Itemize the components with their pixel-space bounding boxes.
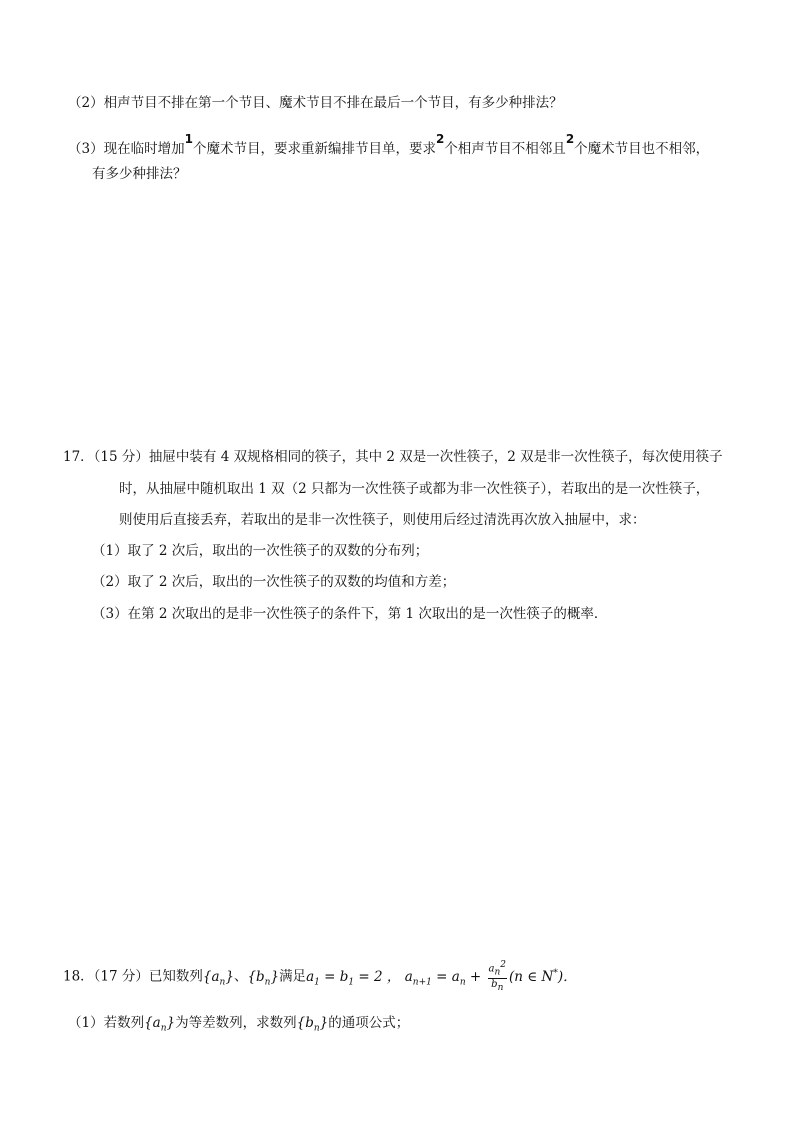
q16-part3-text-a: （3）现在临时增加 [68, 141, 185, 157]
q18-seq-a: $\{a_n\}$ [202, 968, 234, 988]
q18-fraction: $\frac{a_n^2}{b_n}$ [488, 960, 507, 994]
q17-part3: （3）在第 2 次取出的是非一次性筷子的条件下，第 1 次取出的是一次性筷子的概率． [92, 606, 608, 622]
q18-cond: 满足 [279, 968, 307, 985]
q18-sep: 、 [233, 968, 248, 985]
q18-initial-condition: $a_1 = b_1 = 2$ ， [306, 968, 401, 988]
q18-part1-seq-b: $\{b_n\}$ [296, 1015, 329, 1034]
q16-part3-num1: 1 [184, 132, 193, 146]
q16-part3-text-d: 个魔术节目也不相邻， [574, 141, 710, 157]
q16-part3-num2: 2 [435, 132, 445, 146]
q17-part2: （2）取了 2 次后，取出的一次性筷子的双数的均值和方差； [92, 574, 456, 590]
q16-part3-text-c: 个相声节目不相邻且 [444, 141, 566, 157]
q18-part1-seq-a: $\{a_n\}$ [144, 1015, 176, 1034]
q17-stem-line3: 则使用后直接丢弃，若取出的是非一次性筷子，则使用后经过清洗再次放入抽屉中，求： [119, 512, 646, 528]
q16-part2: （2）相声节目不排在第一个节目、魔术节目不排在最后一个节目，有多少种排法？ [68, 95, 563, 111]
q16-part3-line2: 有多少种排法？ [92, 166, 187, 182]
q16-part3-num3: 2 [565, 132, 575, 146]
q17-stem-line2: 时，从抽屉中随机取出 1 双（2 只都为一次性筷子或都为非一次性筷子），若取出的是一次性筷子， [119, 481, 710, 497]
q18-recurrence: $a_{n+1} = a_n$ + $\frac{a_n^2}{b_n}$ (n ∈ N*)． [404, 960, 577, 994]
q16-part3-line1 [68, 132, 710, 159]
q16-part3-text-b: 个魔术节目，要求重新编排节目单，要求 [192, 141, 436, 157]
q17-part1: （1）取了 2 次后，取出的一次性筷子的双数的分布列； [92, 543, 429, 559]
q17-stem-line1: 17．（15 分）抽屉中装有 4 双规格相同的筷子，其中 2 双是一次性筷子，2 双是非一次性筷子，每次使用筷子 [63, 449, 723, 465]
q18-part1: （1）若数列$\{a_n\}$为等差数列，求数列$\{b_n\}$的通项公式； [68, 1015, 410, 1034]
q18-seq-b: $\{b_n\}$ [247, 968, 280, 988]
q18-stem [63, 960, 577, 994]
q18-head: 18．（17 分）已知数列 [63, 968, 203, 985]
